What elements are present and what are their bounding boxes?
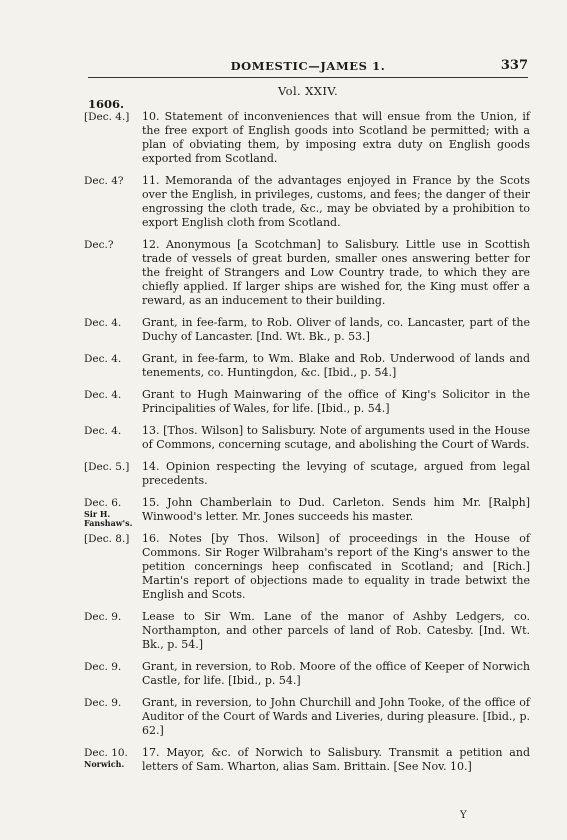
calendar-entry — [84, 532, 530, 602]
entry-date-text: Dec. 4. — [84, 353, 122, 365]
entry-date-text: Dec. 6. — [84, 497, 122, 509]
entry-date — [84, 238, 138, 252]
entry-date — [84, 424, 138, 438]
calendar-entry — [84, 352, 530, 380]
entry-date — [84, 496, 138, 528]
entry-text: Grant, in fee-farm, to Rob. Oliver of lands, co. Lancaster, part of the Duchy of Lancaster. [Ind. Wt. Bk., p. 53.] — [142, 316, 530, 343]
entry-text: Grant, in reversion, to John Churchill and John Tooke, of the office of Auditor of the Court of Wards and Liveries, during pleasure. [Ibid., p. 62.] — [142, 696, 530, 737]
header-rule — [88, 77, 528, 78]
calendar-entry — [84, 746, 530, 774]
entry-text: 10. Statement of inconveniences that will ensue from the Union, if the free export of English goods into Scotland be permitted; with a plan of obviating them, by imposing extra duty on English goods exported from Scotland. — [142, 110, 530, 165]
entry-text: Grant to Hugh Mainwaring of the office of King's Solicitor in the Principalities of Wales, for life. [Ibid., p. 54.] — [142, 388, 530, 415]
entry-date-text: Dec. 9. — [84, 661, 122, 673]
volume-heading: Vol. XXIV. — [277, 84, 339, 98]
entry-date — [84, 660, 138, 674]
entry-date — [84, 746, 138, 769]
entry-date — [84, 352, 138, 366]
entry-text: 11. Memoranda of the advantages enjoyed in France by the Scots over the English, in privileges, customs, and fees; the danger of their engrossing the cloth trade, &c., may be obviated by a prohibition to export English cloth from Scotland. — [142, 174, 530, 229]
entry-date-text: Dec. 10. — [84, 747, 128, 759]
entry-date — [84, 532, 138, 546]
calendar-entry — [84, 610, 530, 652]
year-label: 1606. — [88, 97, 125, 111]
entry-date-text: Dec.? — [84, 239, 114, 251]
entry-text: 17. Mayor, &c. of Norwich to Salisbury. Transmit a petition and letters of Sam. Wharton, alias Sam. Brittain. [See Nov. 10.] — [142, 746, 530, 773]
entry-text: 14. Opinion respecting the levying of scutage, argued from legal precedents. — [142, 460, 530, 487]
entry-date-text: Dec. 4. — [84, 425, 122, 437]
entry-date — [84, 388, 138, 402]
entry-date — [84, 610, 138, 624]
entry-date-text: Dec. 4. — [84, 317, 122, 329]
entry-date-text: Dec. 4? — [84, 175, 124, 187]
entry-text: 12. Anonymous [a Scotchman] to Salisbury. Little use in Scottish trade of vessels of great burden, smaller ones answering better for the freight of Strangers and Low Country trade, to which they are chiefly applied. If larger ships are wished for, the King must offer a reward, as an inducement to their building. — [142, 238, 530, 307]
calendar-entry — [84, 696, 530, 738]
calendar-entry — [84, 424, 530, 452]
page-number: 337 — [500, 58, 528, 73]
calendar-entry — [84, 110, 530, 166]
entry-text: Grant, in reversion, to Rob. Moore of the office of Keeper of Norwich Castle, for life. [Ibid., p. 54.] — [142, 660, 530, 687]
page-header — [88, 56, 528, 78]
calendar-entry — [84, 316, 530, 344]
calendar-entry — [84, 174, 530, 230]
entry-date — [84, 174, 138, 188]
entry-date — [84, 110, 138, 124]
entry-date-text: Dec. 9. — [84, 611, 122, 623]
entry-date — [84, 460, 138, 474]
entry-place-note: Sir H. Fanshaw's. — [84, 509, 133, 528]
entry-date-text: Dec. 4. — [84, 389, 122, 401]
calendar-entry — [84, 238, 530, 308]
signature-mark: Y — [460, 810, 467, 821]
calendar-entry — [84, 660, 530, 688]
calendar-entries — [84, 110, 530, 782]
entry-date-text: [Dec. 8.] — [84, 533, 130, 545]
entry-date-text: [Dec. 5.] — [84, 461, 130, 473]
entry-date-text: Dec. 9. — [84, 697, 122, 709]
running-head: DOMESTIC—JAMES 1. — [230, 59, 386, 73]
entry-place-note: Norwich. — [84, 759, 125, 769]
entry-date — [84, 696, 138, 710]
entry-date-text: [Dec. 4.] — [84, 111, 130, 123]
calendar-entry — [84, 496, 530, 528]
entry-text: 16. Notes [by Thos. Wilson] of proceedings in the House of Commons. Sir Roger Wilbraham's report of the King's answer to the petition concernings heep confiscated in Scotland; and [Rich.] Martin's report of objections made to equality in trade betwixt the English and Scots. — [142, 532, 530, 601]
entry-date — [84, 316, 138, 330]
entry-text: 15. John Chamberlain to Dud. Carleton. Sends him Mr. [Ralph] Winwood's letter. Mr. Jones succeeds his master. — [142, 496, 530, 523]
entry-text: 13. [Thos. Wilson] to Salisbury. Note of arguments used in the House of Commons, concerning scutage, and abolishing the Court of Wards. — [142, 424, 530, 451]
entry-text: Grant, in fee-farm, to Wm. Blake and Rob. Underwood of lands and tenements, co. Huntingdon, &c. [Ibid., p. 54.] — [142, 352, 530, 379]
entry-text: Lease to Sir Wm. Lane of the manor of Ashby Ledgers, co. Northampton, and other parcels of land of Rob. Catesby. [Ind. Wt. Bk., p. 54.] — [142, 610, 530, 651]
calendar-entry — [84, 460, 530, 488]
calendar-entry — [84, 388, 530, 416]
